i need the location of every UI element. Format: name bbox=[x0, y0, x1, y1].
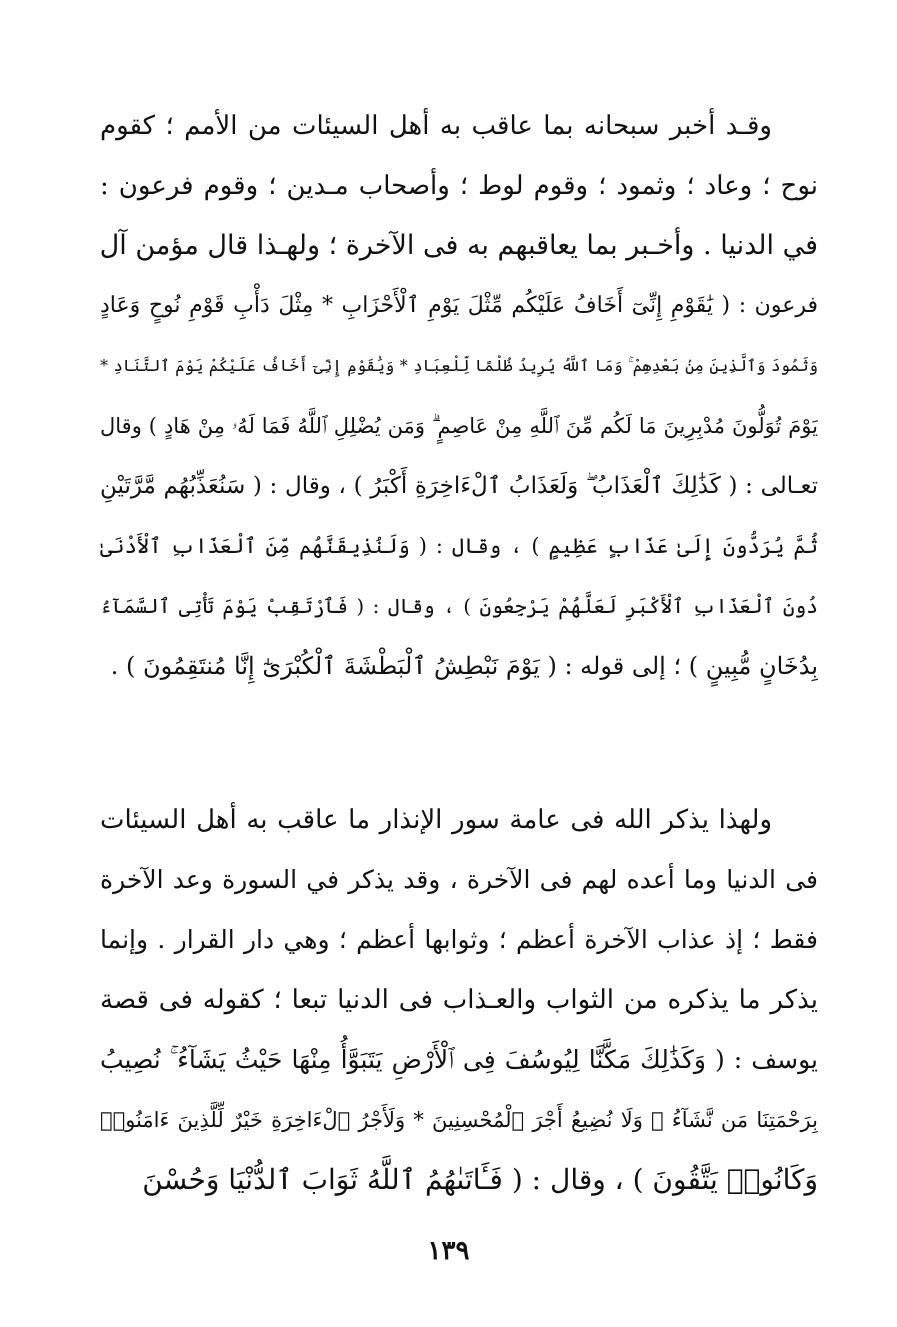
text-line: وقـد أخبر سبحانه بما عاقب به أهل السيئات من الأمم ؛ كقوم bbox=[100, 111, 772, 141]
quran-verse-line: ثُمَّ يُرَدُّونَ إِلَىٰ عَذَابٍ عَظِيمٍ ) ، وقال : ( وَلَنُذِيقَنَّهُم مِّنَ ٱلْعَذَابِ ٱلْأَدْنَىٰ bbox=[100, 534, 818, 558]
quran-verse-line: يَوْمَ تُوَلُّونَ مُدْبِرِينَ مَا لَكُم مِّنَ ٱللَّهِ مِنْ عَاصِمٍ ۗ وَمَن يُضْلِلِ ٱللَّهُ فَمَا لَهُۥ مِنْ هَادٍ ) وقال bbox=[100, 414, 818, 438]
quran-verse-line: فرعون : ( يَٰقَوْمِ إِنِّىٓ أَخَافُ عَلَيْكُم مِّثْلَ يَوْمِ ٱلْأَحْزَابِ * مِثْلَ دَأْبِ قَوْمِ نُوحٍ وَعَادٍ bbox=[100, 293, 818, 318]
text-line: يذكر ما يذكره من الثواب والعـذاب فى الدنيا تبعا ؛ كقوله فى قصة bbox=[100, 985, 818, 1015]
quran-verse-line: بِدُخَانٍ مُّبِينٍ ) ؛ إلى قوله : ( يَوْمَ نَبْطِشُ ٱلْبَطْشَةَ ٱلْكُبْرَىٰٓ إِنَّا مُنتَقِمُونَ ) . bbox=[110, 652, 818, 680]
text-line: فقط ؛ إذ عذاب الآخرة أعظم ؛ وثوابها أعظم ؛ وهي دار القرار . وإنما bbox=[100, 925, 818, 954]
quran-verse-line: يوسف : ( وَكَذَٰلِكَ مَكَّنَّا لِيُوسُفَ فِى ٱلْأَرْضِ يَتَبَوَّأُ مِنْهَا حَيْثُ يَشَآءُ ۚ نُصِيبُ bbox=[100, 1045, 818, 1074]
quran-verse-line: وَكَانُوا۟ يَتَّقُونَ ) ، وقال : ( فَـَٔاتَىٰهُمُ ٱللَّهُ ثَوَابَ ٱلدُّنْيَا وَحُسْنَ bbox=[142, 1163, 818, 1196]
quran-verse-line: بِرَحْمَتِنَا مَن نَّشَآءُ ۖ وَلَا نُضِيعُ أَجْرَ ٱلْمُحْسِنِينَ * وَلَأَجْرُ ٱلْءَاخِرَةِ خَيْرٌ لِّلَّذِينَ ءَامَنُوا۟ bbox=[100, 1108, 818, 1132]
paragraph-punishments-of-nations bbox=[100, 96, 818, 696]
text-line: في الدنيا . وأخـبر بما يعاقبهم به فى الآخرة ؛ ولهـذا قال مؤمن آل bbox=[100, 230, 818, 261]
paragraph-warning-suras bbox=[100, 790, 818, 1210]
page-number: ١٣٩ bbox=[427, 1236, 470, 1266]
text-line: نوح ؛ وعاد ؛ وثمود ؛ وقوم لوط ؛ وأصحاب مـدين ؛ وقوم فرعون : bbox=[100, 171, 818, 201]
text-line: فى الدنيا وما أعده لهم فى الآخرة ، وقد يذكر في السورة وعد الآخرة bbox=[100, 865, 818, 894]
quran-verse-line: دُونَ ٱلْعَذَابِ ٱلْأَكْبَرِ لَعَلَّهُمْ يَرْجِعُونَ ) ، وقال : ( فَٱرْتَقِبْ يَوْمَ تَأْتِى ٱلسَّمَآءُ bbox=[100, 594, 818, 618]
quran-verse-line: تعـالى : ( كَذَٰلِكَ ٱلْعَذَابُ ۖ وَلَعَذَابُ ٱلْءَاخِرَةِ أَكْبَرُ ) ، وقال : ( سَنُعَذِّبُهُم مَّرَّتَيْنِ bbox=[100, 473, 818, 499]
quran-verse-line: وَثَمُودَ وَٱلَّذِينَ مِنۢ بَعْدِهِمْ ۚ وَمَا ٱللَّهُ يُرِيدُ ظُلْمًا لِّلْعِبَادِ * وَيَٰقَوْمِ إِنِّىٓ أَخَافُ عَلَيْكُمْ يَوْمَ ٱلتَّنَادِ * bbox=[100, 356, 818, 375]
text-line: ولهذا يذكر الله فى عامة سور الإنذار ما عاقب به أهل السيئات bbox=[100, 805, 772, 835]
